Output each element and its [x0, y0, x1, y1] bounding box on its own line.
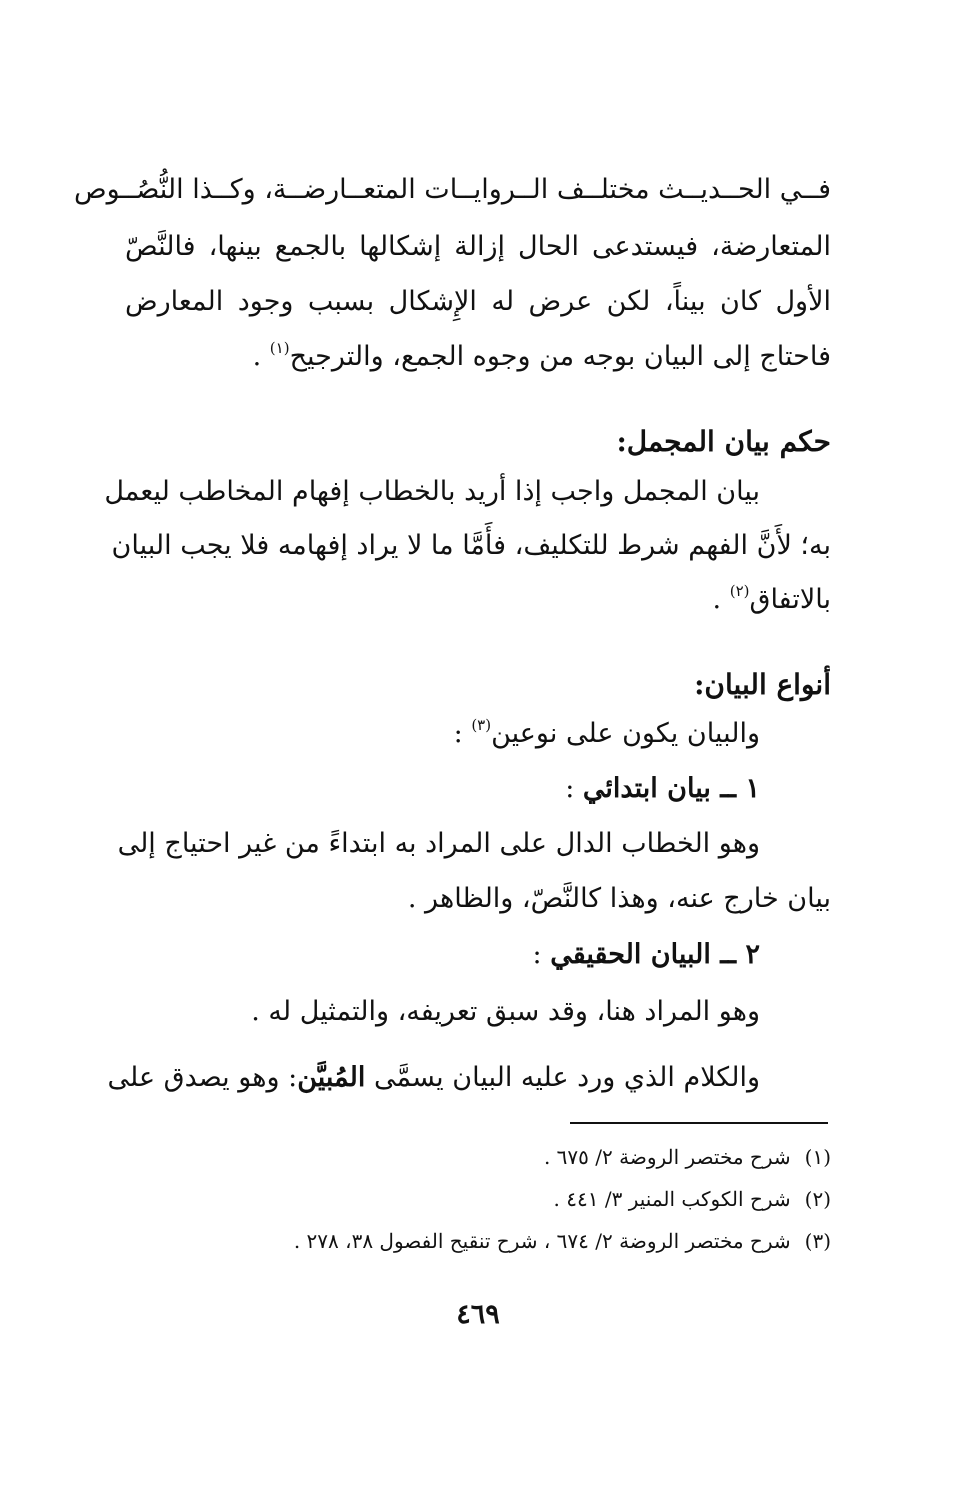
footnote-1 [125, 1140, 831, 1174]
page-number: ٤٦٩ [456, 1299, 500, 1330]
footnote-3 [125, 1224, 831, 1258]
paragraph-6 [107, 1056, 760, 1100]
paragraph-4-line-1: وهو الخطاب الدال على المراد به ابتداءً من غير احتياج إلى [117, 828, 760, 859]
footnote-2-text: شرح الكوكب المنير ٣/ ٤٤١ . [553, 1187, 791, 1211]
paragraph-3-end: : [453, 718, 472, 749]
footnote-ref-3: (٣) [471, 716, 492, 734]
footnote-separator [570, 1122, 828, 1124]
paragraph-2-line-3-end: . [712, 584, 730, 615]
paragraph-2-line-3-text: بالاتفاق [749, 584, 831, 615]
paragraph-1-line-2: المتعارضة، فيستدعى الحال إزالة إشكالها بالجمع بينها، فالنَّصّ [125, 231, 831, 262]
paragraph-6-end: : وهو يصدق على [107, 1062, 298, 1093]
paragraph-1-line-4-end: . [252, 341, 270, 372]
list-item-2-colon: : [532, 939, 542, 970]
paragraph-2-line-1: بيان المجمل واجب إذا أريد بالخطاب إفهام المخاطب ليعمل [104, 476, 760, 507]
paragraph-6-text: والكلام الذي ورد عليه البيان يسمَّى [365, 1062, 760, 1093]
paragraph-4-line-2: بيان خارج عنه، وهذا كالنَّصّ، والظاهر . [407, 883, 831, 914]
footnote-3-text: شرح مختصر الروضة ٢/ ٦٧٤ ، شرح تنقيح الفصول ٣٨، ٢٧٨ . [293, 1229, 791, 1253]
paragraph-5: وهو المراد هنا، وقد سبق تعريفه، والتمثيل له . [251, 996, 760, 1027]
list-item-2 [125, 933, 760, 977]
list-item-1-colon: : [565, 773, 575, 804]
list-item-1 [125, 767, 760, 811]
footnote-1-text: شرح مختصر الروضة ٢/ ٦٧٥ . [543, 1145, 791, 1169]
paragraph-2-line-2: به؛ لأَنَّ الفهم شرط للتكليف، فأَمَّا ما لا يراد إفهامه فلا يجب البيان [111, 530, 831, 561]
paragraph-1-line-1: فــي الحــديــث مختلــف الــروايــات المتعــارضــة، وكــذا النُّصُــوص [73, 174, 831, 205]
list-item-1-label: ١ ــ بيان ابتدائي [582, 773, 760, 804]
term-mubayyan: المُبيَّن [297, 1062, 366, 1093]
paragraph-2-line-3 [125, 578, 831, 622]
footnote-3-number: (٣) [804, 1229, 831, 1253]
paragraph-3 [125, 712, 760, 756]
heading-ruling: حكم بيان المجمل: [616, 425, 831, 458]
list-item-2-label: ٢ ــ البيان الحقيقي [550, 939, 760, 970]
footnote-1-number: (١) [804, 1145, 831, 1169]
footnote-ref-2: (٢) [729, 582, 750, 600]
paragraph-1-line-4 [125, 335, 831, 379]
paragraph-1-line-3: الأول كان بيناً، لكن عرض له الإِشكال بسبب وجود المعارض [125, 286, 831, 317]
paragraph-3-text: والبيان يكون على نوعين [491, 718, 760, 749]
footnote-2 [125, 1182, 831, 1216]
heading-types: أنواع البيان: [694, 668, 831, 701]
footnote-ref-1: (١) [269, 339, 290, 357]
footnote-2-number: (٢) [804, 1187, 831, 1211]
paragraph-1-line-4-text: فاحتاج إلى البيان بوجه من وجوه الجمع، والترجيح [289, 341, 831, 372]
